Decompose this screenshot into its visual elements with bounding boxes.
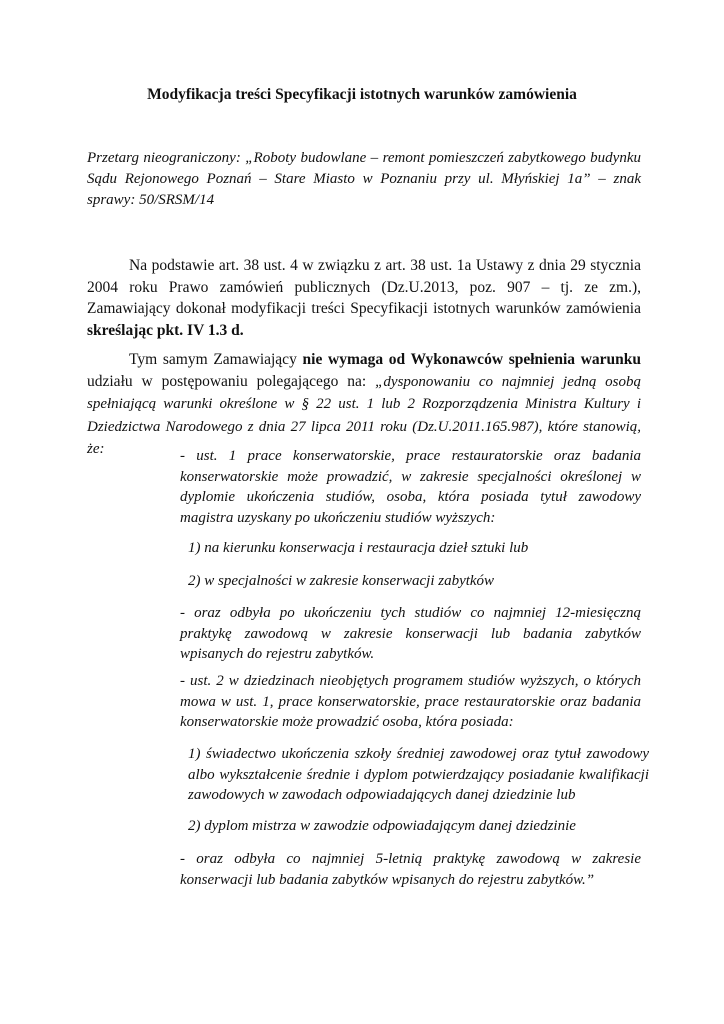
p2-italic: „dysponowaniu co najmniej jedną osobą spełniającą warunki określone w § 22 ust. 1 lub 2 Rozporządzenia Ministra Kultury i Dziedzictwa Narodowego z dnia 27 lipca 2011 roku (Dz.U.2011.165.987), które stanowią, że: xyxy=(87,373,641,457)
quote-ust1: - ust. 1 prace konserwatorskie, prace restauratorskie oraz badania konserwatorskie może prowadzić, w zakresie specjalności określonej w dyplomie ukończenia studiów, osoba, która posiada tytuł zawodowy magistra uzyskany po ukończeniu studiów wyższych: xyxy=(180,448,641,526)
quote-item-4: 2) dyplom mistrza w zawodzie odpowiadającym danej dziedzinie xyxy=(188,818,576,834)
p2-bold: nie wymaga od Wykonawców spełnienia warunku xyxy=(302,351,642,368)
p1-bold: skreślając pkt. IV 1.3 d. xyxy=(87,321,244,339)
quote-item-2: 2) w specjalności w zakresie konserwacji zabytków xyxy=(188,573,495,589)
quote-practice-12: - oraz odbyła po ukończeniu tych studiów co najmniej 12-miesięczną praktykę zawodową w zakresie konserwacji lub badania zabytków wpisanych do rejestru zabytków. xyxy=(180,605,641,662)
paragraph-requirement xyxy=(87,349,641,461)
p2-text-b: udziału w postępowaniu polegającego na: xyxy=(87,372,376,390)
paragraph-legal-basis xyxy=(87,255,641,341)
tender-subject: Przetarg nieograniczony: „Roboty budowlane – remont pomieszczeń zabytkowego budynku Sądu Rejonowego Poznań – Stare Miasto w Poznaniu przy ul. Młyńskiej 1a” – znak sprawy: 50/SRSM/14 xyxy=(87,150,641,208)
quote-item-3: 1) świadectwo ukończenia szkoły średniej zawodowej oraz tytuł zawodowy albo wykształcenie średnie i dyplom potwierdzający posiadanie kwalifikacji zawodowych w zawodach odpowiadających danej dziedzinie lub xyxy=(188,746,649,803)
p1-text: Na podstawie art. 38 ust. 4 w związku z art. 38 ust. 1a Ustawy z dnia 29 stycznia 2004 roku Prawo zamówień publicznych (Dz.U.2013, poz. 907 – tj. ze zm.), Zamawiający dokonał modyfikacji treści Specyfikacji istotnych warunków zamówienia xyxy=(87,257,641,317)
quote-ust2: - ust. 2 w dziedzinach nieobjętych programem studiów wyższych, o których mowa w ust. 1, prace konserwatorskie, prace restauratorskie oraz badania konserwatorskie może prowadzić osoba, która posiada: xyxy=(180,673,641,730)
quote-practice-5: - oraz odbyła co najmniej 5-letnią praktykę zawodową w zakresie konserwacji lub badania zabytków wpisanych do rejestru zabytków.” xyxy=(180,851,641,888)
document-title: Modyfikacja treści Specyfikacji istotnych warunków zamówienia xyxy=(147,86,577,103)
p2-text-a: Tym samym Zamawiający xyxy=(129,351,303,368)
quote-item-1: 1) na kierunku konserwacja i restauracja dzieł sztuki lub xyxy=(188,540,529,556)
